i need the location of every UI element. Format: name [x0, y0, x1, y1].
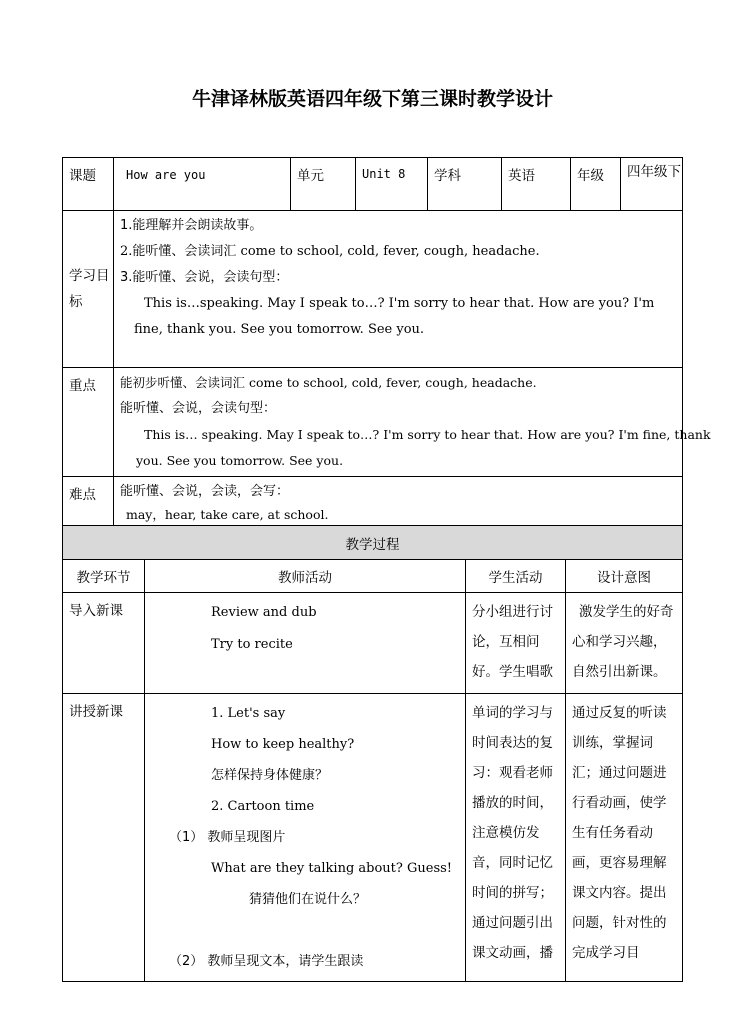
student-cell: 单词的学习与时间表达的复习：观看老师播放的时间，注意模仿发音，同时记忆时间的拼写；通过问题引出课文动画，播 [466, 694, 566, 982]
goals-content [114, 211, 683, 368]
key-label: 重点 [63, 368, 114, 477]
table-row [63, 593, 683, 694]
teacher-cell [145, 694, 466, 982]
table-row [63, 694, 683, 982]
difficult-line: 能听懂、会说，会读，会写： [120, 484, 290, 499]
subject-label: 课题 [63, 158, 114, 211]
key-line: you. See you tomorrow. See you. [136, 453, 344, 468]
teacher-line: 1. Let's say [211, 706, 286, 721]
info-table [62, 157, 711, 528]
key-line: This is… speaking. May I speak to…? I'm sorry to hear that. How are you? I'm fine, thank [144, 427, 711, 442]
teacher-line: 猜猜他们在说什么？ [249, 892, 367, 907]
col-header-intent: 设计意图 [566, 560, 683, 593]
teacher-line: 怎样保持身体健康？ [211, 768, 329, 783]
key-line: 能初步听懂、会读词汇 come to school, cold, fever, cough, headache. [120, 375, 537, 390]
teacher-line: How to keep healthy? [211, 737, 355, 752]
teacher-line: Review and dub [211, 605, 317, 620]
student-cell: 分小组进行讨论，互相问好。学生唱歌 [466, 593, 566, 694]
unit-label: 单元 [291, 158, 356, 211]
teacher-line [145, 915, 465, 946]
process-table [62, 525, 683, 982]
stage-cell: 讲授新课 [63, 694, 145, 982]
key-content [114, 368, 711, 477]
teacher-line: Try to recite [211, 637, 293, 652]
col-header-stage: 教学环节 [63, 560, 145, 593]
goal-line: 3.能听懂、会说，会读句型： [120, 270, 289, 285]
col-header-teacher: 教师活动 [145, 560, 466, 593]
goal-line: 2.能听懂、会读词汇 come to school, cold, fever, cough, headache. [120, 244, 540, 259]
subject-value: How are you [114, 158, 291, 211]
difficult-label: 难点 [63, 477, 114, 528]
teacher-line: （1） 教师呈现图片 [169, 830, 286, 845]
page-title: 牛津译林版英语四年级下第三课时教学设计 [191, 88, 553, 110]
course-value: 英语 [502, 158, 571, 211]
teacher-line: What are they talking about? Guess! [211, 861, 453, 876]
teacher-line: （2） 教师呈现文本，请学生跟读 [169, 954, 364, 969]
key-line: 能听懂、会说，会读句型： [120, 401, 277, 416]
intent-cell: 激发学生的好奇心和学习兴趣，自然引出新课。 [566, 593, 683, 694]
goals-label: 学习目标 [63, 211, 114, 368]
difficult-line: may，hear, take care, at school. [126, 507, 329, 522]
process-header: 教学过程 [63, 526, 683, 560]
goal-line: This is…speaking. May I speak to…? I'm sorry to hear that. How are you? I'm [144, 296, 655, 311]
stage-cell: 导入新课 [63, 593, 145, 694]
goal-line: fine, thank you. See you tomorrow. See you. [134, 322, 425, 337]
teacher-cell [145, 593, 466, 694]
intent-cell: 通过反复的听读训练，掌握词汇；通过问题进行看动画，使学生有任务看动画，更容易理解课文内容。提出问题，针对性的完成学习目 [566, 694, 683, 982]
goal-line: 1.能理解并会朗读故事。 [120, 218, 263, 233]
grade-value: 四年级下 [621, 158, 683, 211]
col-header-student: 学生活动 [466, 560, 566, 593]
difficult-content [114, 477, 683, 528]
course-label: 学科 [428, 158, 502, 211]
grade-label: 年级 [571, 158, 621, 211]
unit-value: Unit 8 [356, 158, 428, 211]
teacher-line: 2. Cartoon time [211, 799, 315, 814]
